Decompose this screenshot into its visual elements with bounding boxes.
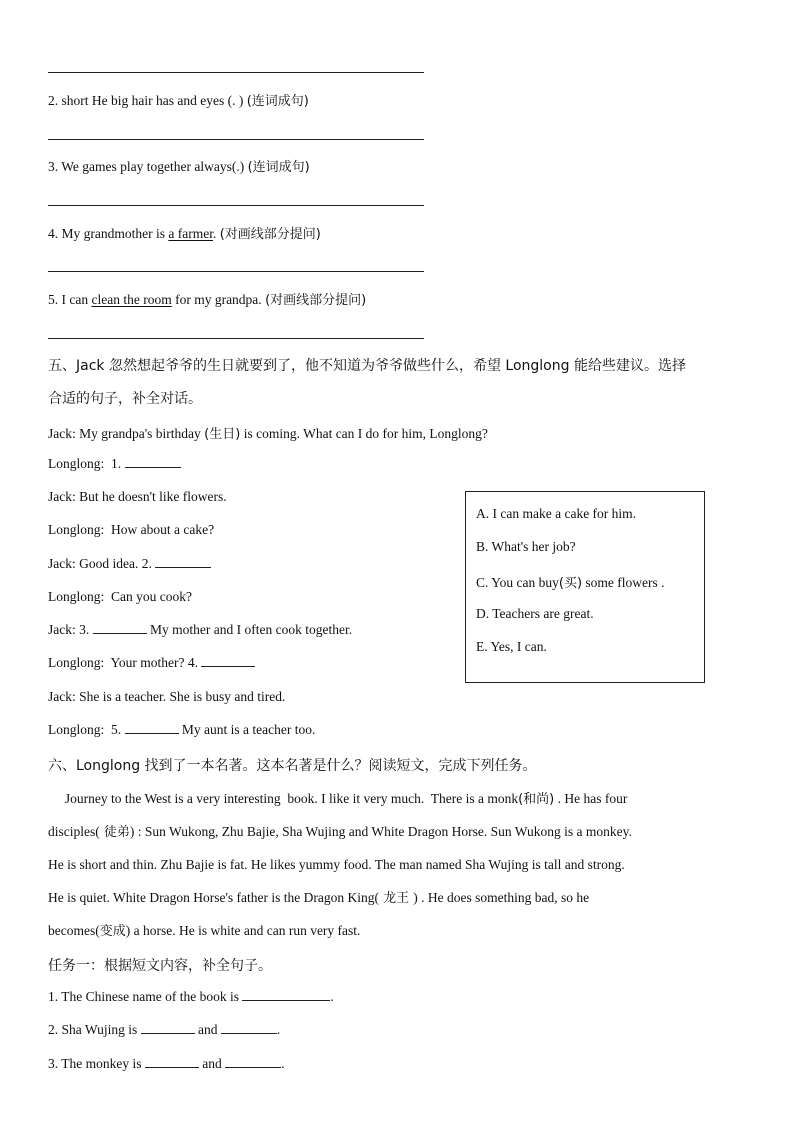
answer-blank[interactable]	[155, 556, 211, 568]
options-box	[465, 491, 705, 683]
passage-line: Journey to the West is a very interesting book. I like it very much. There is a monk(和尚) . He has four	[48, 791, 628, 807]
passage-line: becomes(变成) a horse. He is white and can run very fast.	[48, 923, 361, 939]
dialog-line-1: Jack: My grandpa's birthday (生日) is coming. What can I do for him, Longlong?	[48, 426, 488, 442]
dialog-line-3: Jack: But he doesn't like flowers.	[48, 489, 227, 504]
section5-heading-line1: 五、Jack 忽然想起爷爷的生日就要到了，他不知道为爷爷做些什么，希望 Longlong 能给些建议。选择	[48, 358, 686, 374]
dialog-line-7: Jack: 3. My mother and I often cook together.	[48, 622, 353, 637]
answer-blank[interactable]	[145, 1056, 199, 1068]
answer-blank[interactable]	[242, 989, 330, 1001]
dialog-line-6: Longlong: Can you cook?	[48, 589, 192, 604]
question-3: 3. We games play together always(.) (连词成句)	[48, 159, 310, 175]
answer-blank[interactable]	[141, 1022, 195, 1034]
task1-heading: 任务一：根据短文内容，补全句子。	[48, 958, 272, 974]
answer-blank[interactable]	[225, 1056, 281, 1068]
answer-line[interactable]	[48, 338, 424, 339]
dialog-line-4: Longlong: How about a cake?	[48, 522, 215, 537]
dialog-line-9: Jack: She is a teacher. She is busy and tired.	[48, 689, 286, 704]
task1-item-3: 3. The monkey is and .	[48, 1056, 285, 1071]
task1-item-1: 1. The Chinese name of the book is .	[48, 989, 334, 1004]
passage-line: He is quiet. White Dragon Horse's father is the Dragon King( 龙王 ) . He does something bad, so he	[48, 890, 590, 906]
section5-heading-line2: 合适的句子，补全对话。	[48, 391, 202, 407]
dialog-line-8: Longlong: Your mother? 4.	[48, 655, 255, 671]
answer-line[interactable]	[48, 205, 424, 206]
passage-line: He is short and thin. Zhu Bajie is fat. He likes yummy food. The man named Sha Wujing is tall and strong.	[48, 857, 625, 872]
question-4: 4. My grandmother is a farmer. (对画线部分提问)	[48, 226, 321, 242]
question-5: 5. I can clean the room for my grandpa. (对画线部分提问)	[48, 292, 367, 308]
dialog-line-10: Longlong: 5. My aunt is a teacher too.	[48, 722, 316, 737]
answer-line[interactable]	[48, 139, 424, 140]
task1-item-2: 2. Sha Wujing is and .	[48, 1022, 281, 1037]
passage-line: disciples( 徒弟) : Sun Wukong, Zhu Bajie, Sha Wujing and White Dragon Horse. Sun Wukong is a monkey.	[48, 824, 632, 840]
option-c: C. You can buy(买) some flowers .	[476, 575, 665, 591]
answer-blank[interactable]	[201, 655, 255, 667]
question-2: 2. short He big hair has and eyes (. ) (连词成句)	[48, 93, 309, 109]
answer-blank[interactable]	[93, 622, 147, 634]
answer-blank[interactable]	[221, 1022, 277, 1034]
reading-passage	[48, 782, 746, 947]
answer-blank[interactable]	[125, 722, 179, 734]
answer-line[interactable]	[48, 271, 424, 272]
answer-line[interactable]	[48, 72, 424, 73]
option-e: E. Yes, I can.	[476, 639, 547, 654]
option-b: B. What's her job?	[476, 539, 576, 554]
dialog-line-5: Jack: Good idea. 2.	[48, 556, 211, 572]
option-d: D. Teachers are great.	[476, 606, 594, 621]
option-a: A. I can make a cake for him.	[476, 506, 637, 521]
answer-blank[interactable]	[125, 456, 181, 468]
dialog-line-2: Longlong: 1.	[48, 456, 181, 472]
underlined-phrase: clean the room	[91, 292, 172, 307]
underlined-phrase: a farmer	[168, 226, 213, 241]
section6-heading: 六、Longlong 找到了一本名著。这本名著是什么？阅读短文，完成下列任务。	[48, 758, 537, 774]
